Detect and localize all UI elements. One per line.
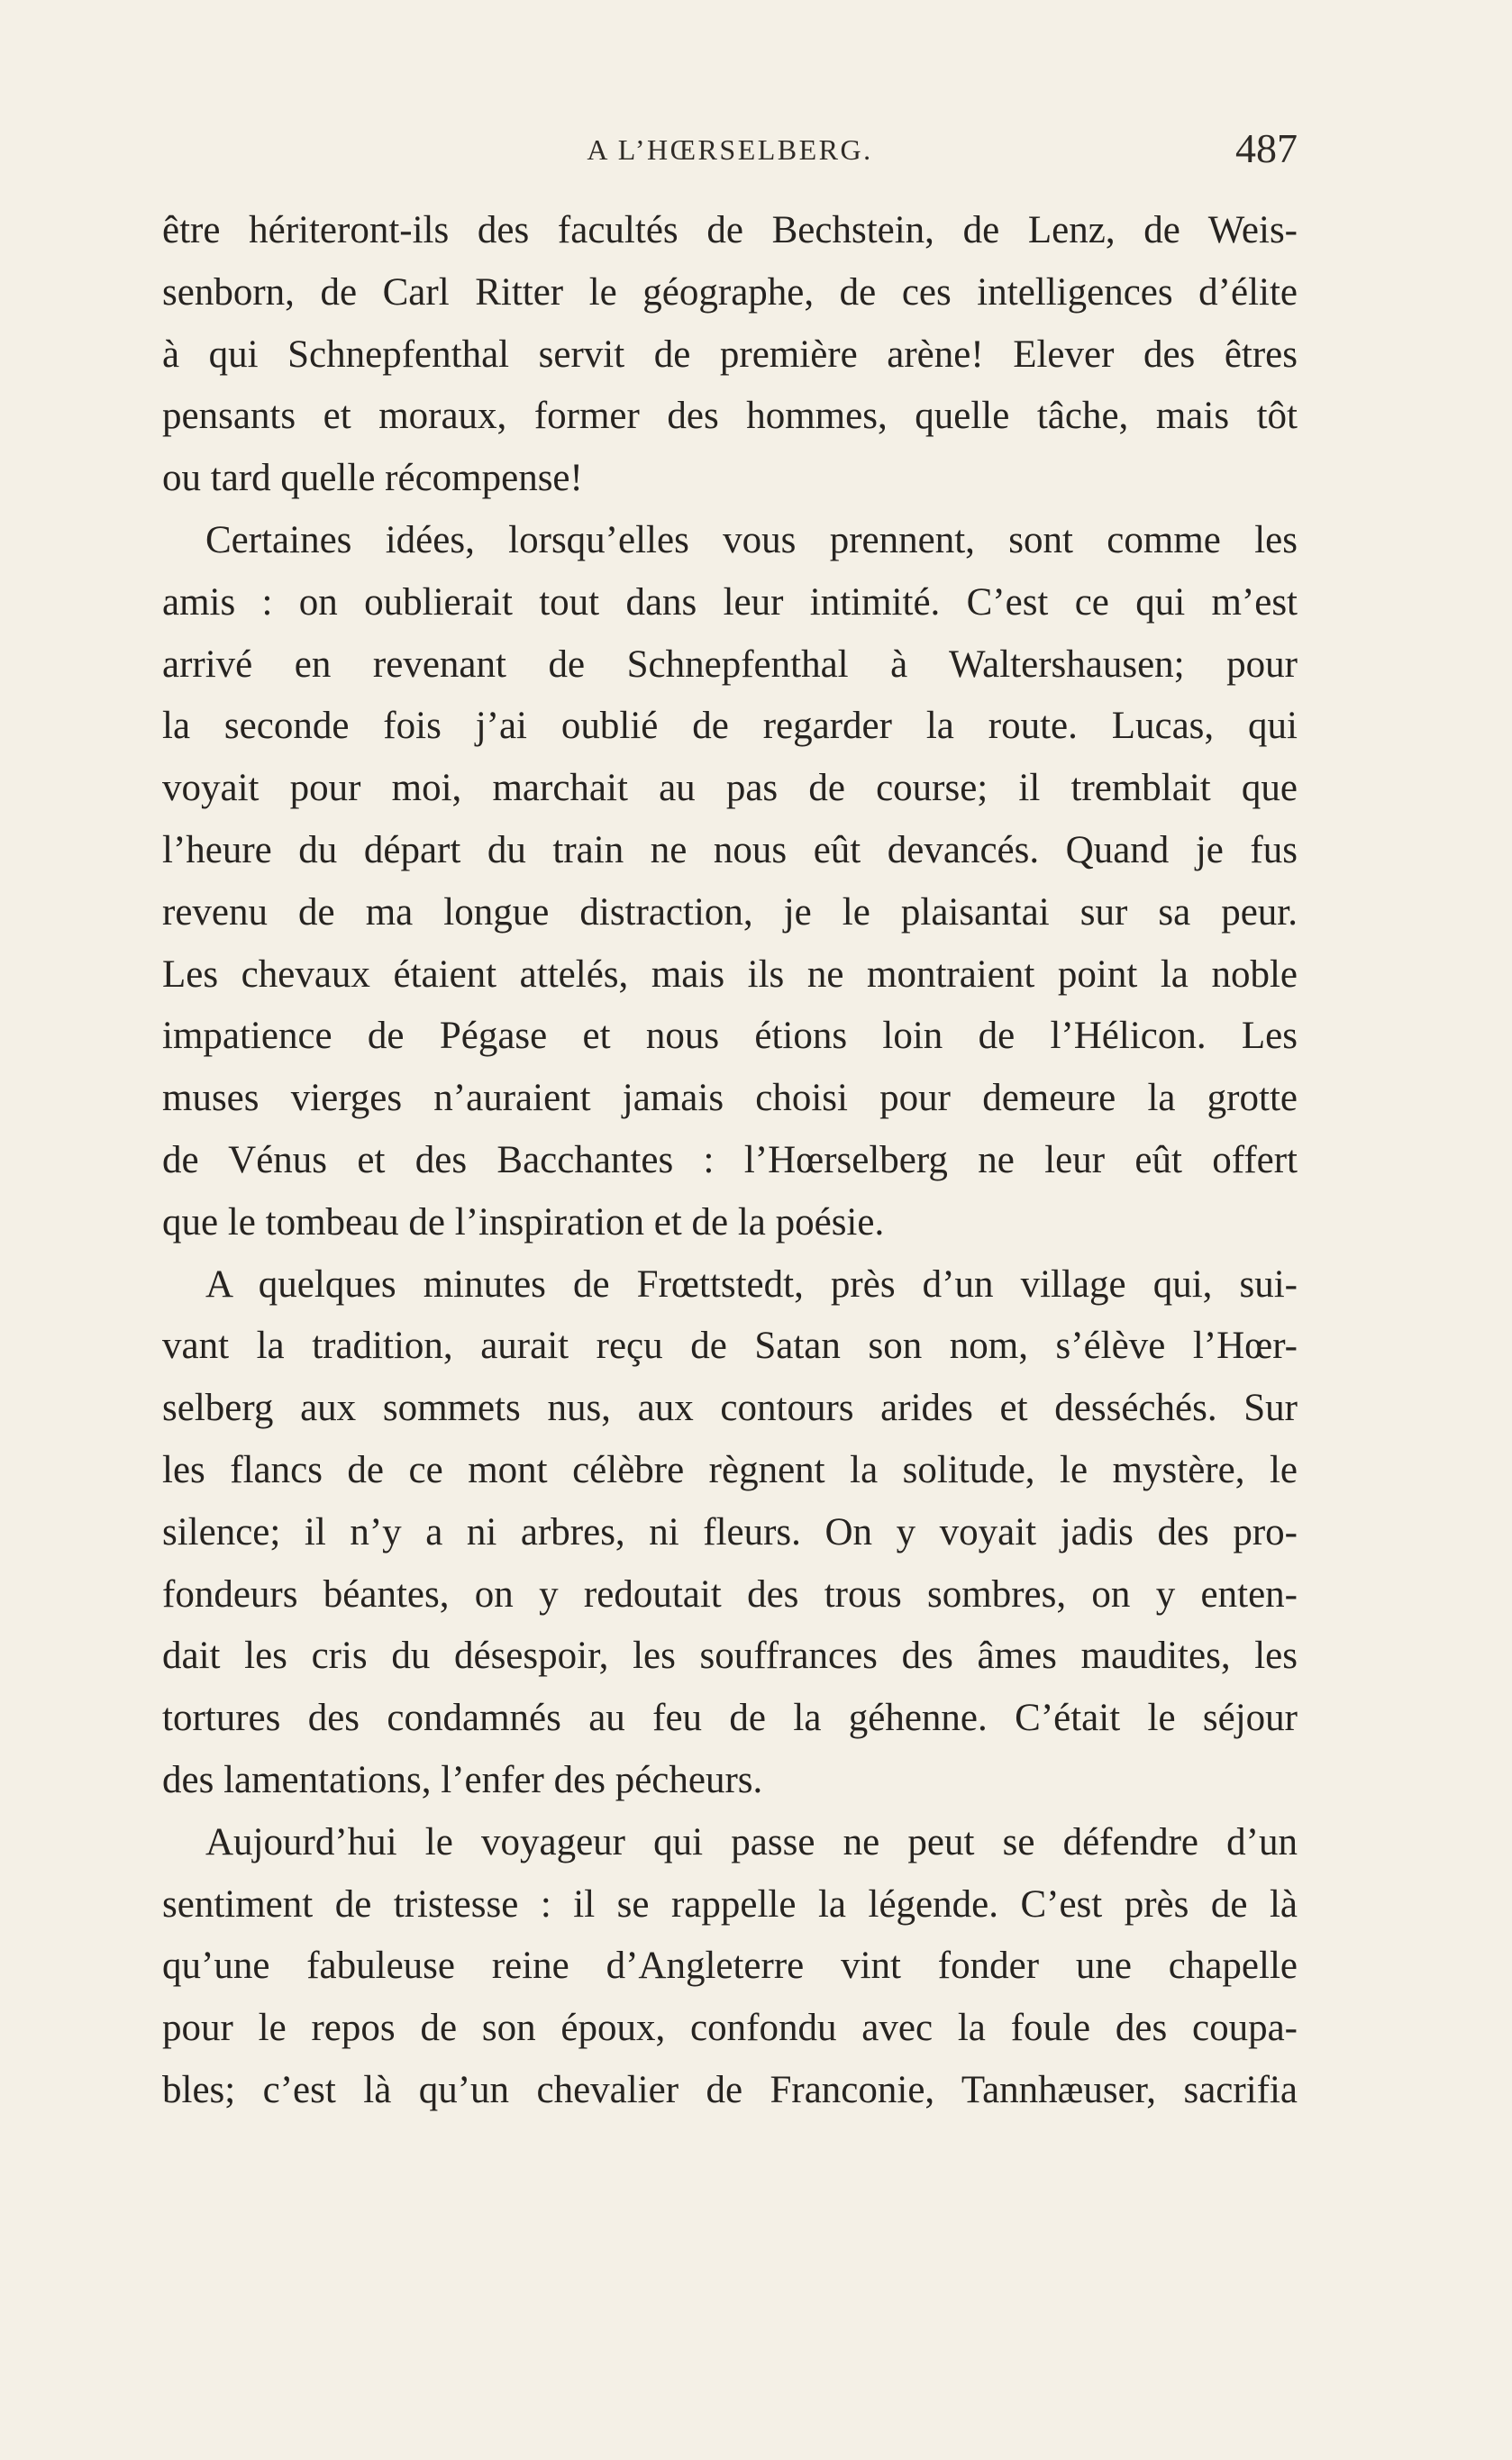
text-line: ou tard quelle récompense! xyxy=(162,457,583,500)
text-line: pensants et moraux, former des hommes, quelle tâche, mais tôt xyxy=(162,395,1298,438)
text-line: silence; il n’y a ni arbres, ni fleurs. On y voyait jadis des pro- xyxy=(162,1510,1298,1553)
text-line: Certaines idées, lorsqu’elles vous prennent, sont comme les xyxy=(205,518,1298,561)
text-line: senborn, de Carl Ritter le géographe, de ces intelligences d’élite xyxy=(162,270,1298,314)
text-line: arrivé en revenant de Schnepfenthal à Waltershausen; pour xyxy=(162,642,1298,686)
text-line: Les chevaux étaient attelés, mais ils ne montraient point la noble xyxy=(162,952,1298,996)
text-line: amis : on oublierait tout dans leur intimité. C’est ce qui m’est xyxy=(162,580,1298,624)
text-line: selberg aux sommets nus, aux contours arides et desséchés. Sur xyxy=(162,1387,1298,1430)
text-line: bles; c’est là qu’un chevalier de Franconie, Tannhæuser, sacrifia xyxy=(162,2068,1298,2111)
text-line: être hériteront-ils des facultés de Bechstein, de Lenz, de Weis- xyxy=(162,209,1298,251)
text-line: revenu de ma longue distraction, je le plaisantai sur sa peur. xyxy=(162,890,1298,934)
page-header xyxy=(162,124,1298,178)
running-title: A L’HŒRSELBERG. xyxy=(587,133,873,166)
text-line: pour le repos de son époux, confondu avec la foule des coupa- xyxy=(162,2007,1298,2050)
text-line: qu’une fabuleuse reine d’Angleterre vint fonder une chapelle xyxy=(162,1945,1298,1988)
text-line: des lamentations, l’enfer des pécheurs. xyxy=(162,1758,763,1801)
text-line: à qui Schnepfenthal servit de première arène! Elever des êtres xyxy=(162,333,1298,376)
text-line: de Vénus et des Bacchantes : l’Hœrselberg ne leur eût offert xyxy=(162,1138,1298,1181)
text-line: que le tombeau de l’inspiration et de la poésie. xyxy=(162,1200,885,1244)
text-line: impatience de Pégase et nous étions loin de l’Hélicon. Les xyxy=(162,1015,1298,1058)
text-line: muses vierges n’auraient jamais choisi pour demeure la grotte xyxy=(162,1077,1298,1120)
text-line: fondeurs béantes, on y redoutait des trous sombres, on y enten- xyxy=(162,1572,1298,1616)
text-line: A quelques minutes de Frœttstedt, près d’un village qui, sui- xyxy=(205,1262,1298,1306)
text-line: Aujourd’hui le voyageur qui passe ne peut se défendre d’un xyxy=(205,1820,1298,1863)
text-line: la seconde fois j’ai oublié de regarder la route. Lucas, qui xyxy=(162,705,1298,748)
body-text xyxy=(162,200,1298,2122)
text-line: vant la tradition, aurait reçu de Satan son nom, s’élève l’Hœr- xyxy=(162,1325,1298,1368)
text-line: sentiment de tristesse : il se rappelle la légende. C’est près de là xyxy=(162,1882,1298,1926)
page-number: 487 xyxy=(1235,125,1298,171)
text-line: dait les cris du désespoir, les souffrances des âmes maudites, les xyxy=(162,1635,1298,1678)
text-line: tortures des condamnés au feu de la géhenne. C’était le séjour xyxy=(162,1697,1298,1740)
text-line: les flancs de ce mont célèbre règnent la solitude, le mystère, le xyxy=(162,1448,1298,1491)
text-line: voyait pour moi, marchait au pas de course; il tremblait que xyxy=(162,767,1298,810)
text-line: l’heure du départ du train ne nous eût devancés. Quand je fus xyxy=(162,828,1298,871)
